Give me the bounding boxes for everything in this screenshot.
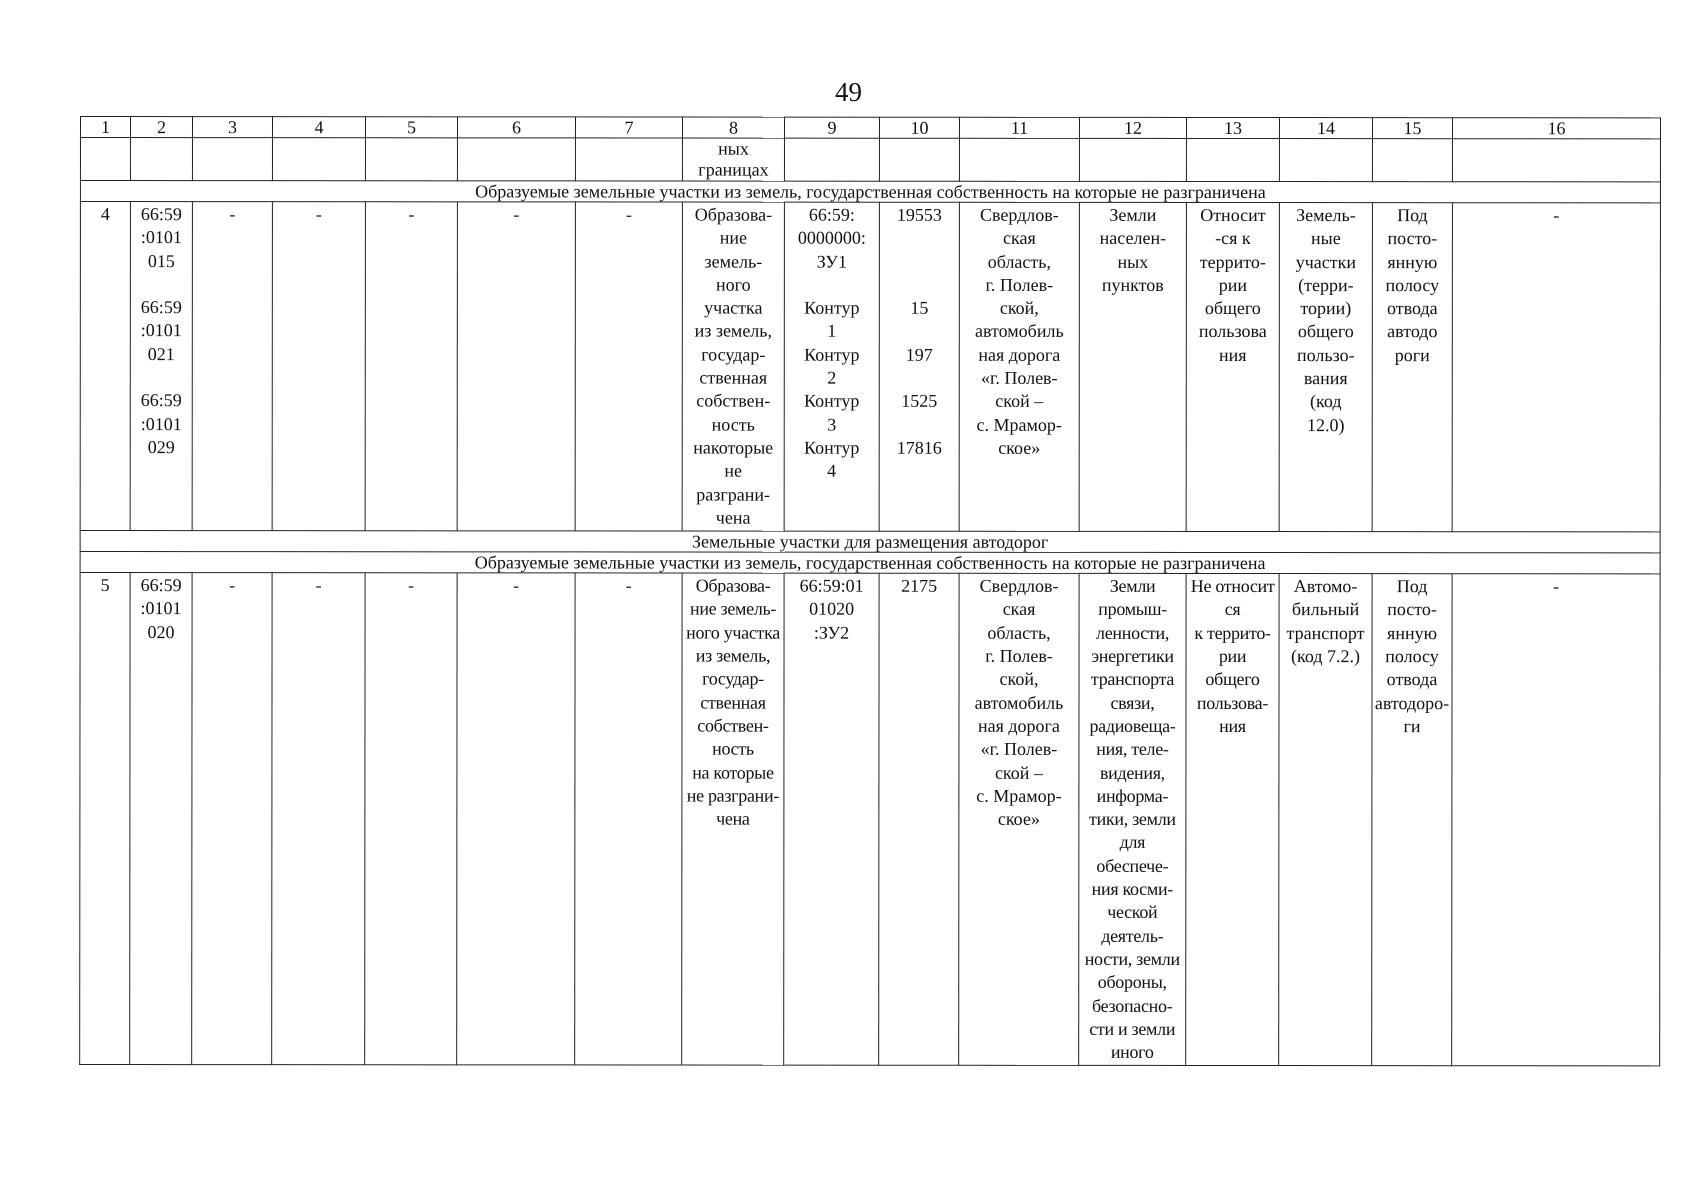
column-number: 6 (457, 117, 575, 138)
section-header-row (80, 531, 1660, 553)
table-cell: - (457, 202, 575, 531)
section-heading: Земельные участки для размещения автодорог (80, 531, 1660, 553)
plot-address: Свердлов- ская область, г. Полев- ской, автомобиль ная дорога «г. Полев- ской – с. Мрамор- ское» (959, 573, 1079, 1065)
page-number: 49 (835, 77, 862, 107)
table-cell: - (1452, 574, 1660, 1066)
column-number: 14 (1279, 118, 1372, 139)
table-cell (784, 138, 879, 181)
continuation-text: ных границах (682, 138, 784, 181)
table-cell (575, 138, 682, 181)
plot-purpose: Под посто- янную полосу отвода автодо роги (1372, 203, 1452, 532)
table-cell (1372, 139, 1452, 182)
permitted-use: Земель- ные участки (терри- тории) общего пользо- вания (код 12.0) (1279, 203, 1372, 532)
land-plots-table (79, 116, 1661, 1067)
formation-method: Образова- ние земель- ного участка из земель, государ- ственная собствен- ность накоторые не разграни- чена (682, 202, 784, 531)
column-number: 3 (192, 117, 272, 138)
table-cell (365, 138, 457, 181)
plot-designation: 66:59:01 01020 :ЗУ2 (784, 573, 879, 1065)
table-cell (959, 138, 1079, 181)
row-number: 5 (80, 573, 130, 1065)
table-cell (272, 138, 365, 181)
row-number: 4 (80, 202, 130, 531)
land-category: Земли населен- ных пунктов (1079, 202, 1186, 531)
table-cell: - (365, 202, 457, 531)
continuation-row (80, 138, 1660, 182)
column-number: 2 (130, 117, 192, 138)
table-cell (1186, 138, 1279, 181)
plot-area: 19553 15 197 1525 17816 (879, 202, 959, 531)
table-cell: - (272, 573, 365, 1065)
section-header-row (80, 181, 1660, 203)
column-number-header-row (80, 117, 1660, 139)
land-plots-table-sheet (79, 116, 1660, 1067)
table-cell: - (192, 202, 272, 531)
territory-status: Не относит ся к террито- рии общего пользова- ния (1186, 574, 1279, 1066)
column-number: 12 (1079, 117, 1186, 138)
land-category: Земли промыш- ленности, энергетики транспорта связи, радиовеща- ния, теле- видения, информа- тики, земли для обеспече- ния косми- ческой деятель- ности, земли обороны, безопасно- сти и земли иного (1079, 574, 1186, 1066)
column-number: 11 (959, 117, 1079, 138)
permitted-use: Автомо- бильный транспорт (код 7.2.) (1279, 574, 1372, 1066)
table-cell (879, 138, 959, 181)
cadastral-numbers: 66:59 :0101 020 (130, 573, 192, 1065)
table-row (80, 202, 1660, 533)
column-number: 10 (879, 117, 959, 138)
section-header-row (80, 552, 1660, 574)
column-number: 9 (784, 117, 879, 138)
table-cell: - (192, 573, 272, 1065)
table-cell (1452, 139, 1660, 182)
table-cell: - (575, 573, 682, 1065)
table-row (80, 573, 1660, 1067)
territory-status: Относит -ся к террито- рии общего пользова ния (1186, 202, 1279, 531)
table-cell (80, 138, 130, 181)
column-number: 13 (1186, 117, 1279, 138)
plot-purpose: Под посто- янную полосу отвода автодоро- ги (1372, 574, 1452, 1066)
table-cell (1279, 139, 1372, 182)
column-number: 8 (682, 117, 784, 138)
section-heading: Образуемые земельные участки из земель, государственная собственность на которые не разграничена (80, 552, 1660, 574)
table-cell (130, 138, 192, 181)
table-cell (457, 138, 575, 181)
cadastral-numbers: 66:59 :0101 015 66:59 :0101 021 66:59 :0101 029 (130, 202, 192, 531)
table-cell: - (575, 202, 682, 531)
column-number: 1 (80, 117, 130, 138)
plot-address: Свердлов- ская область, г. Полев- ской, автомобиль ная дорога «г. Полев- ской – с. Мрамор- ское» (959, 202, 1079, 531)
column-number: 15 (1372, 118, 1452, 139)
column-number: 4 (272, 117, 365, 138)
table-cell: - (1452, 203, 1660, 532)
table-cell: - (365, 573, 457, 1065)
section-heading: Образуемые земельные участки из земель, государственная собственность на которые не разграничена (80, 181, 1660, 203)
plot-area: 2175 (879, 573, 959, 1065)
plot-designation: 66:59: 0000000: ЗУ1 Контур 1 Контур 2 Контур 3 Контур 4 (784, 202, 879, 531)
column-number: 5 (365, 117, 457, 138)
column-number: 7 (575, 117, 682, 138)
column-number: 16 (1452, 118, 1660, 139)
formation-method: Образова- ние земель- ного участка из земель, государ- ственная собствен- ность на которые не разграни- чена (682, 573, 784, 1065)
table-cell (1079, 138, 1186, 181)
table-cell: - (457, 573, 575, 1065)
table-cell: - (272, 202, 365, 531)
table-cell (192, 138, 272, 181)
